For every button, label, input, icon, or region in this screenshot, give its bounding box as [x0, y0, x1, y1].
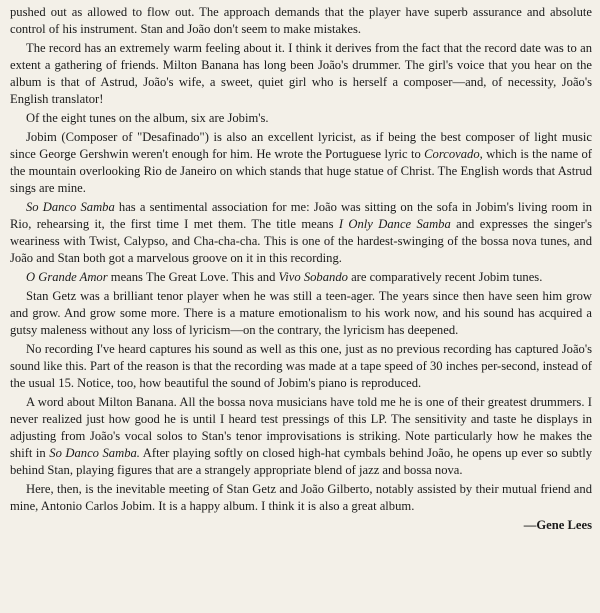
song-title-corcovado: Corcovado,	[424, 147, 483, 161]
paragraph-so-danco-samba	[10, 199, 592, 267]
text-run: A word about Milton Banana. All the bossa nova musicians have told me he is one of their greatest drummers. I never realized just how good he is until I heard test pressings of this LP. The sensitivity and taste he displays in adjusting from João's vocal solos to Stan's tenor improvisations is striking. Note particularly how he makes the shift in	[10, 395, 592, 460]
song-title-so-danco-samba: So Danco Samba	[26, 200, 115, 214]
paragraph-recording-sound: No recording I've heard captures his sound as well as this one, just as no previous recording has captured João's sound like this. Part of the reason is that the recording was made at a tape speed of 30 inches per-second, instead of the usual 15. Notice, too, how beautiful the sound of Jobim's piano is reproduced.	[10, 342, 592, 390]
song-title-o-grande-amor: O Grande Amor	[26, 270, 108, 284]
text-run: which is the name of the mountain overlooking Rio de Janeiro on which stands that huge statue of Christ. The English words that Astrud sings are mine.	[10, 147, 592, 195]
author-signature: —Gene Lees	[523, 518, 592, 532]
text-run: has a sentimental association for me: João was sitting on the sofa in Jobim's living room in Rio, rehearsing it, the first time I met them. The title means	[10, 200, 592, 231]
paragraph-o-grande-amor	[10, 269, 592, 286]
text-run: Jobim (Composer of "Desafinado") is also an excellent lyricist, as if being the best composer of light music since George Gershwin weren't enough for him. He wrote the Portuguese lyric to	[10, 130, 592, 161]
song-title-so-danco-samba-2: So Danco Samba.	[49, 446, 140, 460]
paragraph-milton-banana	[10, 394, 592, 479]
paragraph-conclusion: Here, then, is the inevitable meeting of Stan Getz and João Gilberto, notably assisted by their mutual friend and mine, Antonio Carlos Jobim. It is a happy album. I think it is also a great album.	[10, 482, 592, 513]
text-run: and expresses the singer's weariness with Twist, Calypso, and Cha-cha-cha. This is one of the hardest-swinging of the bossa nova tunes, and João and Stan both got a marvelous groove on it in this recording.	[10, 217, 593, 265]
text-run: are comparatively recent Jobim tunes.	[347, 270, 543, 284]
song-title-i-only-dance-samba: I Only Dance Samba	[338, 217, 451, 231]
song-title-vivo-sobando: Vivo Sobando	[278, 270, 348, 284]
paragraph-stan-getz: Stan Getz was a brilliant tenor player when he was still a teen-ager. The years since then have seen him grow and grow. And grow some more. There is a mature emotionalism to his work now, and his sound has acquired a gutsy maleness without any loss of lyricism—on the contrary, the lyricism has deepened.	[10, 289, 592, 337]
paragraph-jobim-lyricist	[10, 129, 592, 197]
text-run: After playing softly on closed high-hat cymbals behind João, he opens up ever so subtly behind Stan, playing figures that are a strangely appropriate blend of jazz and bossa nova.	[10, 446, 593, 477]
text-run: means The Great Love. This and	[107, 270, 279, 284]
paragraph-record-feeling: The record has an extremely warm feeling about it. I think it derives from the fact that the record date was to an extent a gathering of friends. Milton Banana has long been João's drummer. The girl's voice that you hear on the album is that of Astrud, João's wife, a sweet, quiet girl who is herself a composer—and, of necessity, João's English translator!	[10, 41, 592, 106]
paragraph-eight-tunes: Of the eight tunes on the album, six are Jobim's.	[26, 111, 269, 125]
paragraph-flow-out: pushed out as allowed to flow out. The approach demands that the player have superb assurance and absolute control of his instrument. Stan and João don't seem to make mistakes.	[10, 5, 592, 36]
